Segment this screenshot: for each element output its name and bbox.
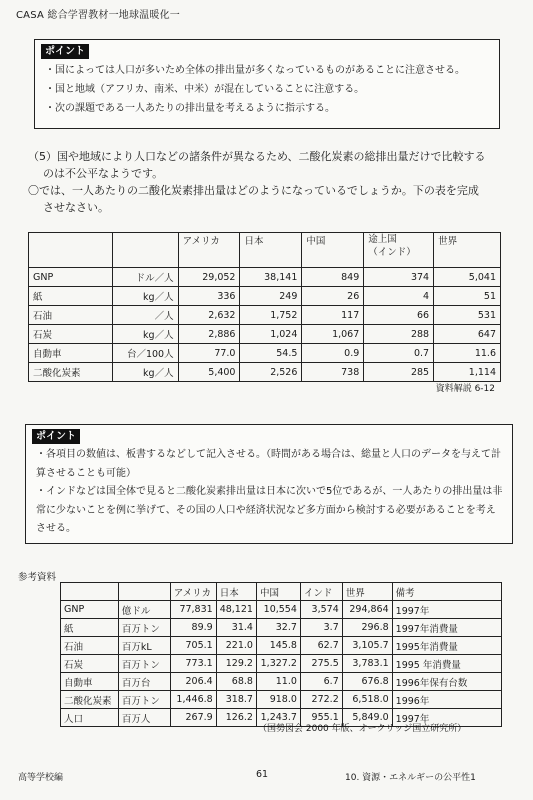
table-row [61,691,502,709]
table-cell: 62.7 [300,637,342,655]
point-item [36,446,504,483]
table-row [61,655,502,673]
table-cell: 288 [364,325,434,344]
reference-title: 参考資料 [18,572,57,583]
column-header: 備考 [392,583,501,601]
bullet-mark: ・ [45,65,55,76]
column-header [61,583,119,601]
table-cell: 221.0 [216,637,256,655]
footer-left: 高等学校編 [18,773,64,783]
table-cell: 1,067 [302,325,364,344]
table-cell: 267.9 [170,709,216,727]
point-item [45,99,491,118]
row-unit: ／人 [112,306,178,325]
column-header [112,233,178,268]
table-cell: 0.7 [364,344,434,363]
row-unit: 百万トン [118,655,170,673]
table-row [61,601,502,619]
table-cell: 275.5 [300,655,342,673]
table-cell: 6.7 [300,673,342,691]
bullet-mark: ・ [45,103,55,114]
row-unit: kg／人 [112,363,178,382]
table-cell: 31.4 [216,619,256,637]
table-cell: 66 [364,306,434,325]
row-unit: 百万台 [118,673,170,691]
column-header: インド [300,583,342,601]
row-label: GNP [29,268,113,287]
point-tag: ポイント [32,429,80,444]
row-unit: 百万kL [118,637,170,655]
table-cell: 77,831 [170,601,216,619]
table-cell: 89.9 [170,619,216,637]
table-cell: 48,121 [216,601,256,619]
column-header: アメリカ [170,583,216,601]
table-cell: 5,400 [178,363,240,382]
question-line: 〇では、一人あたりの二酸化炭素排出量はどのようになっているでしょうか。下の表を完成 [28,184,479,197]
per-capita-table [28,232,501,382]
table-row [29,268,501,287]
table-cell: 296.8 [342,619,392,637]
row-unit: kg／人 [112,287,178,306]
point-text: 国によっては人口が多いため全体の排出量が多くなっているものがあることに注意させる。 [55,65,465,76]
point-item [45,80,491,99]
table-cell: 3.7 [300,619,342,637]
table-cell: 676.8 [342,673,392,691]
row-label: 石炭 [29,325,113,344]
bullet-mark: ・ [36,486,46,497]
column-header: 中国 [256,583,300,601]
table-cell: 129.2 [216,655,256,673]
row-unit: ドル／人 [112,268,178,287]
row-label: 二酸化炭素 [29,363,113,382]
table-cell: 955.1 [300,709,342,727]
table-cell: 126.2 [216,709,256,727]
column-header: 世界 [342,583,392,601]
table-cell: 1,024 [240,325,302,344]
table-cell: 206.4 [170,673,216,691]
table-cell: 68.8 [216,673,256,691]
column-header [118,583,170,601]
row-label: 紙 [29,287,113,306]
column-header: 日本 [216,583,256,601]
point-text: インドなどは国全体で見ると二酸化炭素排出量は日本に次いで5位であるが、一人あたりの排出量は非常に少ないことを例に挙げて、その国の人口や経済状況など多方面から検討する必要があることを考えさせる。 [36,486,503,534]
column-header: 途上国 （インド） [364,233,434,268]
table-cell: 3,574 [300,601,342,619]
row-label: 自動車 [29,344,113,363]
question-text [28,148,486,216]
table-cell: 1,327.2 [256,655,300,673]
table-cell: 5,849.0 [342,709,392,727]
table-cell: 145.8 [256,637,300,655]
table-cell: 0.9 [302,344,364,363]
point-text: 各項目の数値は、板書するなどして記入させる。（時間がある場合は、総量と人口のデータを与えて計算させることも可能） [36,449,501,479]
row-label: 人口 [61,709,119,727]
column-header: 中国 [302,233,364,268]
row-unit: 億ドル [118,601,170,619]
table-cell: 738 [302,363,364,382]
table-cell: 336 [178,287,240,306]
table-cell: 29,052 [178,268,240,287]
table-cell: 1,752 [240,306,302,325]
row-unit: 百万人 [118,709,170,727]
column-header: アメリカ [178,233,240,268]
table-cell: 705.1 [170,637,216,655]
table-cell: 285 [364,363,434,382]
reference-source: （国勢図会 2000 年版、オークリッジ国立研究所） [258,724,467,734]
table-row [29,306,501,325]
table-cell: 32.7 [256,619,300,637]
table-cell: 531 [434,306,501,325]
column-header: 世界 [434,233,501,268]
table-cell: 3,105.7 [342,637,392,655]
table-row [29,363,501,382]
table-cell: 2,632 [178,306,240,325]
table-cell: 117 [302,306,364,325]
row-label: 石炭 [61,655,119,673]
row-note: 1997年消費量 [392,619,501,637]
table-cell: 272.2 [300,691,342,709]
point-list-2 [36,446,504,539]
table-row [29,344,501,363]
table-cell: 4 [364,287,434,306]
table-cell: 318.7 [216,691,256,709]
table-row [29,287,501,306]
row-unit: 百万トン [118,619,170,637]
question-line: （5）国や地域により人口などの諸条件が異なるため、二酸化炭素の総排出量だけで比較する [28,150,486,163]
table-cell: 3,783.1 [342,655,392,673]
point-box-2 [25,424,513,544]
point-text: 国と地域（アフリカ、南米、中米）が混在していることに注意する。 [55,84,365,95]
row-unit: 台／100人 [112,344,178,363]
table-cell: 773.1 [170,655,216,673]
table-cell: 1,243.7 [256,709,300,727]
row-note: 1995 年消費量 [392,655,501,673]
table-cell: 26 [302,287,364,306]
table-row [61,637,502,655]
row-note: 1997年 [392,601,501,619]
point-box-1 [34,39,500,129]
table-cell: 10,554 [256,601,300,619]
document-header: CASA 総合学習教材一地球温暖化一 [16,10,180,21]
table-cell: 2,886 [178,325,240,344]
row-unit: 百万トン [118,691,170,709]
table-source: 資料解説 6-12 [435,384,495,394]
table-cell: 6,518.0 [342,691,392,709]
table-row [29,325,501,344]
table-cell: 54.5 [240,344,302,363]
table-cell: 918.0 [256,691,300,709]
table-cell: 2,526 [240,363,302,382]
table-cell: 51 [434,287,501,306]
table-header-row [29,233,501,268]
footer-right: 10. 資源・エネルギーの公平性1 [345,773,476,783]
table-cell: 5,041 [434,268,501,287]
table-row [61,619,502,637]
table-cell: 647 [434,325,501,344]
table-row [61,673,502,691]
table-cell: 38,141 [240,268,302,287]
row-label: 自動車 [61,673,119,691]
reference-table [60,582,502,727]
row-unit: kg／人 [112,325,178,344]
bullet-mark: ・ [36,449,46,460]
row-label: 紙 [61,619,119,637]
row-label: GNP [61,601,119,619]
bullet-mark: ・ [45,84,55,95]
point-tag: ポイント [41,44,89,59]
row-note: 1996年保有台数 [392,673,501,691]
question-line: させなさい。 [43,201,109,214]
table-cell: 11.6 [434,344,501,363]
table-cell: 294,864 [342,601,392,619]
point-list-1 [45,61,491,118]
column-header [29,233,113,268]
row-note: 1995年消費量 [392,637,501,655]
row-note: 1997年 [392,709,501,727]
row-label: 二酸化炭素 [61,691,119,709]
page-number: 61 [256,769,269,780]
point-text: 次の課題である一人あたりの排出量を考えるように指示する。 [55,103,335,114]
row-label: 石油 [29,306,113,325]
row-label: 石油 [61,637,119,655]
table-cell: 77.0 [178,344,240,363]
column-header: 日本 [240,233,302,268]
point-item [45,61,491,80]
row-note: 1996年 [392,691,501,709]
table-cell: 374 [364,268,434,287]
table-cell: 249 [240,287,302,306]
table-cell: 849 [302,268,364,287]
table-cell: 1,446.8 [170,691,216,709]
table-cell: 11.0 [256,673,300,691]
question-line: のは不公平なようです。 [43,167,164,180]
table-header-row [61,583,502,601]
table-cell: 1,114 [434,363,501,382]
point-item [36,483,504,539]
